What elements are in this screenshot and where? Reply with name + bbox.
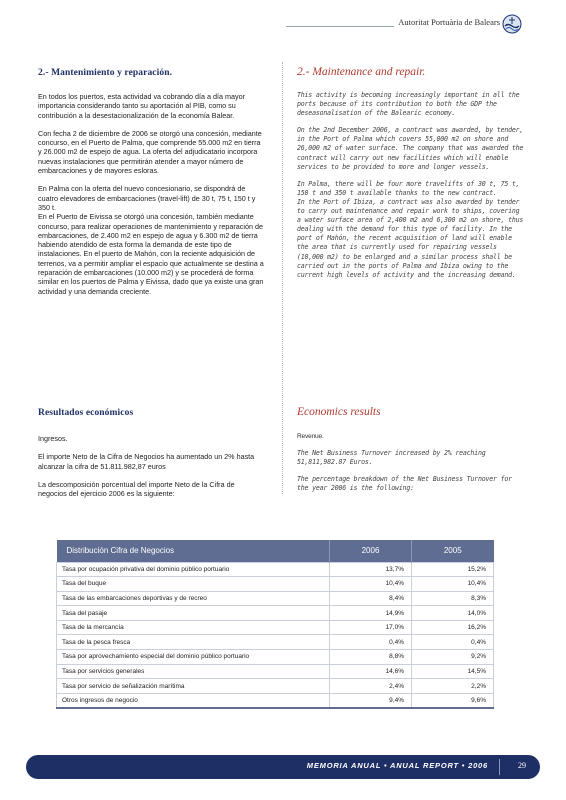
value-2006: 14,6% [330, 664, 412, 679]
row-label: Tasa de la mercancía [57, 620, 330, 635]
row-label: Tasa de la pesca fresca [57, 635, 330, 650]
table-row [57, 664, 494, 679]
maintenance-paragraph-es: En todos los puertos, esta actividad va cobrando día a día mayor importancia considerando tanto su aportación al PIB, como su contribución a la desestacionalización de la economía Balear. [38, 92, 245, 120]
row-label: Tasa por servicio de señalización marítima [57, 679, 330, 694]
row-label: Tasa de las embarcaciones deportivas y de recreo [57, 591, 330, 606]
page-header [286, 14, 536, 38]
results-paragraph-es: El importe Neto de la Cifra de Negocios ha aumentado un 2% hasta alcanzar la cifra de 51.811.982,87 euros [38, 452, 255, 471]
value-2006: 2,4% [330, 679, 412, 694]
organization-name: Autoritat Portuària de Balears [394, 17, 500, 27]
maintenance-title-es: 2.- Mantenimiento y reparación. [38, 68, 173, 78]
value-2005: 14,5% [412, 664, 494, 679]
table-row [57, 693, 494, 708]
maintenance-paragraph-es: Con fecha 2 de diciembre de 2006 se otorgó una concesión, mediante concurso, en el Puerto de Palma, que comprende 55.000 m2 en tierra y 26.000 m2 de espejo de agua. La oferta del adjudicatario incorpora nuevas instalaciones que permitirán atender a mayor número de embarcaciones y de mayores esloras. [38, 128, 262, 176]
row-label: Tasa del pasaje [57, 606, 330, 621]
maintenance-paragraph-en: This activity is becoming increasingly important in all the ports because of its contribution to both the GDP the deseasonalisation of the Balearic economy. [297, 91, 520, 118]
results-title-es: Resultados económicos [38, 408, 134, 418]
value-2006: 8,8% [330, 650, 412, 665]
column-divider [282, 62, 283, 494]
value-2005: 10,4% [412, 577, 494, 592]
turnover-table [56, 540, 494, 709]
results-section-en [297, 406, 525, 493]
results-section-es [38, 408, 264, 498]
maintenance-section-es [38, 68, 264, 296]
row-label: Tasa por aprovechamiento especial del dominio público portuario [57, 650, 330, 665]
table-row [57, 620, 494, 635]
value-2005: 8,3% [412, 591, 494, 606]
table-row [57, 577, 494, 592]
row-label: Otros ingresos de negocio [57, 693, 330, 708]
maintenance-paragraph-es: En el Puerto de Eivissa se otorgó una concesión, también mediante concurso, para realizar operaciones de mantenimiento y reparación de embarcaciones, de 2.400 m2 en espejo de agua y 6.300 m2 de tierra habiendo atendido de esta forma la demanda de este tipo de instalaciones. En el puerto de Mahón, con la reciente adquisición de terrenos, va a permitir ampliar el espacio que actualmente se destina a reparación de embarcaciones (10.000 m2) y se procederá de forma similar en los puertos de Palma y Eivissa, dado que ya existe una gran actividad y una demanda creciente. [38, 212, 264, 296]
value-2005: 9,6% [412, 693, 494, 708]
table-header-row [57, 540, 494, 562]
footer-separator [499, 759, 500, 775]
port-authority-logo-icon [502, 14, 522, 34]
column-header: 2005 [412, 540, 494, 562]
table-row [57, 606, 494, 621]
column-header: 2006 [330, 540, 412, 562]
results-paragraph-en: The Net Business Turnover increased by 2% reaching 51,811,982.87 Euros. [297, 449, 486, 467]
value-2006: 8,4% [330, 591, 412, 606]
row-label: Tasa del buque [57, 577, 330, 592]
page-footer [26, 755, 540, 779]
value-2006: 0,4% [330, 635, 412, 650]
value-2006: 13,7% [330, 562, 412, 577]
value-2005: 9,2% [412, 650, 494, 665]
value-2005: 16,2% [412, 620, 494, 635]
table-row [57, 562, 494, 577]
row-label: Tasa por servicios generales [57, 664, 330, 679]
results-title-en: Economics results [297, 406, 381, 418]
maintenance-section-en [297, 66, 525, 280]
row-label: Tasa por ocupación privativa del dominio público portuario [57, 562, 330, 577]
table-row [57, 591, 494, 606]
table-row [57, 650, 494, 665]
value-2005: 14,0% [412, 606, 494, 621]
value-2005: 2,2% [412, 679, 494, 694]
table-row [57, 635, 494, 650]
value-2006: 17,0% [330, 620, 412, 635]
maintenance-paragraph-es: En Palma con la oferta del nuevo concesionario, se dispondrá de cuatro elevadores de embarcaciones (travel-lift) de 30 t, 75 t, 150 t y 350 t. [38, 184, 256, 212]
maintenance-paragraph-en: In Palma, there will be four more travelifts of 30 t, 75 t, 150 t and 350 t available thanks to the new contract. [297, 179, 520, 197]
value-2006: 14,9% [330, 606, 412, 621]
maintenance-paragraph-en: On the 2nd December 2006, a contract was awarded, by tender, in the Port of Palma which covers 55,000 m2 on shore and 26,000 m2 of water surface. The company that was awarded the contract will carry out new facilities which will enable services to be provided to more and longer vessels. [297, 126, 524, 171]
footer-report-label: MEMORIA ANUAL • ANUAL REPORT • 2006 [306, 761, 488, 770]
value-2006: 10,4% [330, 577, 412, 592]
results-paragraph-es: La descomposición porcentual del importe Neto de la Cifra de negocios del ejercicio 2006 es la siguiente: [38, 479, 235, 499]
table-row [57, 679, 494, 694]
maintenance-paragraph-en: In the Port of Ibiza, a contract was also awarded by tender to carry out maintenance and repair work to ships, covering a water surface area of 2,400 m2 and 6,300 m2 on shore, thus dealing with the demand for this type of facility. In the port of Mahón, the recent acquisition of land will enable the area that is currently used for repairing vessels (10,000 m2) to be enlarged and a similar process shall be carried out in the ports of Palma and Ibiza owing to the current high levels of activity and the increasing demand. [297, 197, 524, 279]
maintenance-title-en: 2.- Maintenance and repair. [297, 66, 426, 78]
value-2005: 15,2% [412, 562, 494, 577]
revenue-label-en: Revenue. [297, 433, 324, 440]
results-paragraph-en: The percentage breakdown of the Net Business Turnover for the year 2006 is the following: [297, 475, 512, 493]
value-2005: 0,4% [412, 635, 494, 650]
page-number: 29 [518, 761, 526, 770]
value-2006: 9,4% [330, 693, 412, 708]
revenue-label-es: Ingresos. [38, 434, 68, 443]
column-header: Distribución Cifra de Negocios [57, 540, 330, 562]
